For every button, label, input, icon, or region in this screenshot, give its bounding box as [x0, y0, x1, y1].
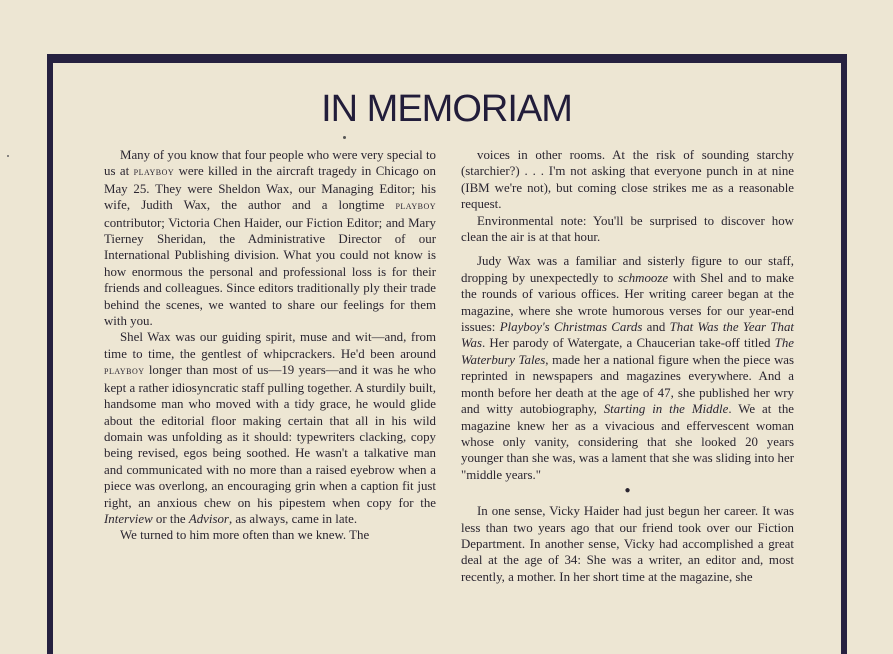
- text-run: Judy Wax was a familiar and sisterly figure to our staff, dropping by unexpectedly to: [461, 254, 794, 285]
- text-run: or the: [152, 511, 189, 526]
- title-dot: [343, 136, 346, 139]
- right-column-part-b: [461, 503, 794, 585]
- right-column-part-a: [461, 147, 794, 483]
- magazine-name: playboy: [104, 365, 145, 378]
- text-run: Environmental note: You'll be surprised to discover how clean the air is at that hour.: [461, 213, 794, 245]
- italic-title: Advisor: [188, 511, 229, 526]
- text-run: with Shel and to make the rounds of various offices. Her writing career began at the magazine, where she wrote humorous verses for our year-end issues:: [461, 270, 794, 335]
- text-run: We turned to him more often than we knew. The: [120, 528, 370, 543]
- paragraph: [104, 147, 436, 329]
- section-separator: ●: [624, 485, 631, 497]
- text-run: . Her parody of Watergate, a Chaucerian take-off titled: [482, 336, 775, 351]
- text-run: . We at the magazine knew her as a vivacious and effervescent woman whose only vanity, considering that she looked 20 years younger than she was, was a lament that she was sliding into her "middle years.": [461, 402, 795, 482]
- italic-title: The Waterbury Tales: [461, 336, 794, 367]
- text-run: and: [642, 320, 670, 335]
- paragraph: [461, 147, 794, 213]
- paragraph: [104, 329, 436, 527]
- text-run: voices in other rooms. At the risk of sounding starchy (starchier?) . . . I'm not asking that everyone punch in at nine (IBM we're not), but coming close strikes me as a reasonable request.: [461, 148, 794, 212]
- print-speck: [7, 155, 9, 157]
- italic-title: Starting in the Middle: [603, 402, 729, 417]
- paragraph: [104, 527, 436, 543]
- page-title: IN MEMORIAM: [321, 88, 572, 130]
- paragraph: [461, 503, 794, 585]
- right-column: [461, 147, 794, 585]
- italic-title: Playboy's Christmas Cards: [499, 320, 643, 335]
- text-run: contributor; Victoria Chen Haider, our Fiction Editor; and Mary Tierney Sheridan, the Administrative Director of our International Publishing division. What you could not know is how enormous the personal and professional loss is for their friends and colleagues. Since editors traditionally ply their trade behind the scenes, we wanted to share our feelings for them with you.: [104, 215, 436, 329]
- magazine-name: playboy: [395, 200, 436, 213]
- italic-title: That Was the Year That Was: [461, 320, 794, 351]
- magazine-name: playboy: [133, 166, 175, 179]
- text-run: were killed in the aircraft tragedy in Chicago on May 25. They were Sheldon Wax, our Managing Editor; his wife, Judith Wax, the author and a longtime: [104, 164, 436, 213]
- text-run: Shel Wax was our guiding spirit, muse and wit—and, from time to time, the gentlest of whipcrackers. He'd been around: [104, 330, 436, 361]
- text-run: Many of you know that four people who were very special to us at: [104, 148, 436, 179]
- left-column: [104, 147, 436, 544]
- paragraph: [461, 213, 794, 246]
- text-run: In one sense, Vicky Haider had just begun her career. It was less than two years ago that our friend took over our Fiction Department. In another sense, Vicky had accomplished a great deal at the age of 34: She was a writer, an editor and, most recently, a mother. In her short time at the magazine, she: [461, 504, 794, 584]
- text-run: longer than most of us—19 years—and it was he who kept a rather idiosyncratic staff pulling together. A sturdily built, handsome man who moved with a tidy grace, he would glide about the editorial floor making certain that all in his wild domain was unfolding as it should: typewriters clacking, copy being revised, egos being soothed. He wasn't a talkative man and communicated with no more than a raised eyebrow when a piece was overlong, an encouraging grin when a caption fit just right, an anxious chew on his pipestem when copy for the: [104, 363, 436, 510]
- italic-title: schmooze: [617, 270, 669, 285]
- text-run: , made her a national figure when the piece was reprinted in newspapers and magazines everywhere. And a month before her death at the age of 47, she published her wry and witty autobiography,: [461, 352, 794, 417]
- italic-title: Interview: [104, 511, 153, 526]
- paragraph: [461, 253, 794, 483]
- text-run: , as always, came in late.: [228, 511, 358, 526]
